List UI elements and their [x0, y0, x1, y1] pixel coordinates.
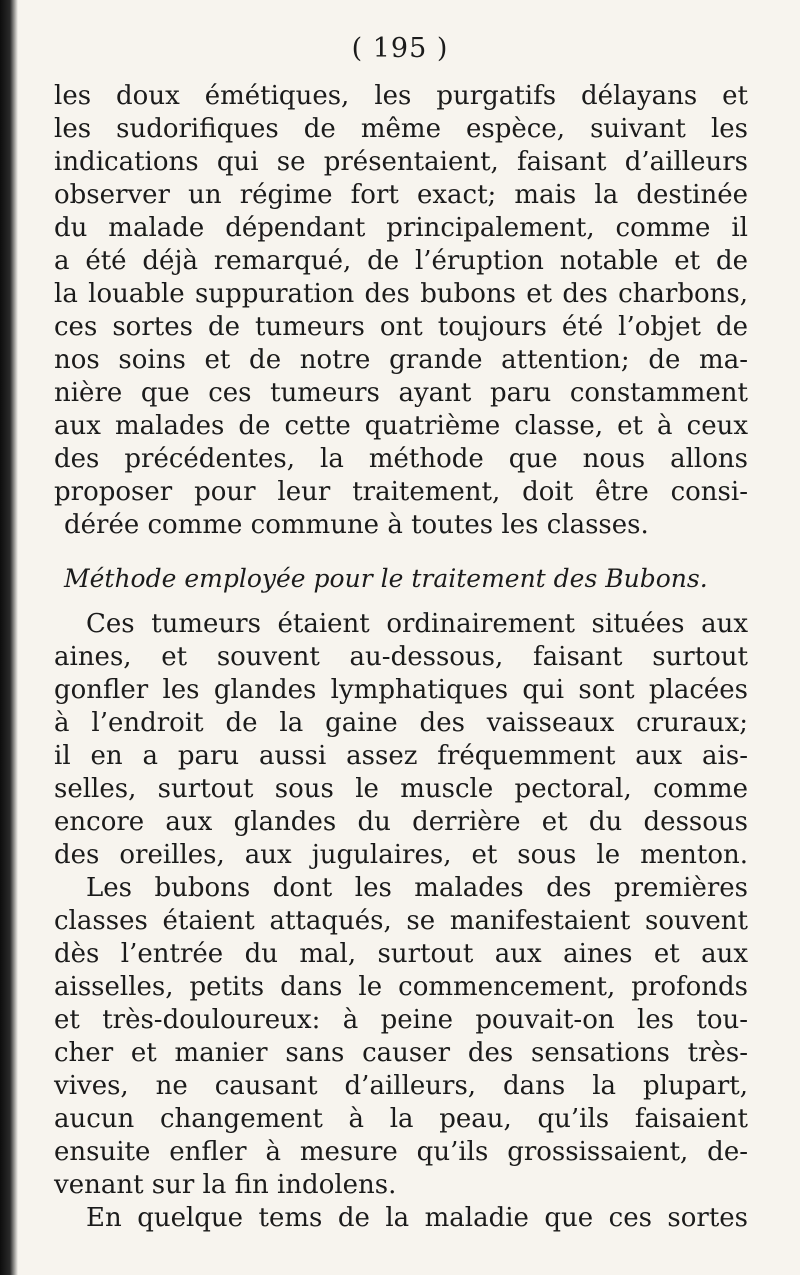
- text-line: les sudorifiques de même espèce, suivant les: [54, 114, 748, 144]
- text-line: à l’endroit de la gaine des vaisseaux cruraux;: [54, 708, 748, 738]
- text-line: il en a paru aussi assez fréquemment aux ais-: [54, 741, 748, 771]
- text-line: vives, ne causant d’ailleurs, dans la plupart,: [54, 1071, 748, 1101]
- text-line: aines, et souvent au-dessous, faisant surtout: [54, 642, 748, 672]
- text-line: indications qui se présentaient, faisant d’ailleurs: [54, 147, 748, 177]
- text-line: selles, surtout sous le muscle pectoral, comme: [54, 774, 748, 804]
- text-line: du malade dépendant principalement, comme il: [54, 213, 748, 243]
- page-binding-shadow: [0, 0, 18, 1275]
- text-line: Les bubons dont les malades des premières: [86, 873, 748, 903]
- text-line: nos soins et de notre grande attention; de ma-: [54, 345, 748, 375]
- text-line: cher et manier sans causer des sensations très-: [54, 1038, 748, 1068]
- text-line: les doux émétiques, les purgatifs délayans et: [54, 81, 748, 111]
- text-line: la louable suppuration des bubons et des charbons,: [54, 279, 748, 309]
- text-line: aux malades de cette quatrième classe, et à ceux: [54, 411, 748, 441]
- text-line: a été déjà remarqué, de l’éruption notable et de: [54, 246, 748, 276]
- text-line: venant sur la fin indolens.: [54, 1170, 397, 1200]
- text-line: des précédentes, la méthode que nous allons: [54, 444, 748, 474]
- text-line: aisselles, petits dans le commencement, profonds: [54, 972, 748, 1002]
- text-line: encore aux glandes du derrière et du dessous: [54, 807, 748, 837]
- section-heading: Méthode employée pour le traitement des Bubons.: [64, 564, 708, 593]
- text-line: classes étaient attaqués, se manifestaient souvent: [54, 906, 748, 936]
- text-line: dès l’entrée du mal, surtout aux aines et aux: [54, 939, 748, 969]
- text-line: aucun changement à la peau, qu’ils faisaient: [54, 1104, 748, 1134]
- text-line: dérée comme commune à toutes les classes.: [64, 510, 649, 540]
- text-line: ces sortes de tumeurs ont toujours été l’objet de: [54, 312, 748, 342]
- text-line: En quelque tems de la maladie que ces sortes: [86, 1203, 748, 1233]
- text-line: nière que ces tumeurs ayant paru constamment: [54, 378, 748, 408]
- text-line: observer un régime fort exact; mais la destinée: [54, 180, 748, 210]
- text-line: gonfler les glandes lymphatiques qui sont placées: [54, 675, 748, 705]
- text-line: des oreilles, aux jugulaires, et sous le menton.: [54, 840, 748, 870]
- text-line: Ces tumeurs étaient ordinairement situées aux: [86, 609, 748, 639]
- page-number: ( 195 ): [351, 33, 449, 64]
- text-line: ensuite enfler à mesure qu’ils grossissaient, de-: [54, 1137, 748, 1167]
- text-line: et très-douloureux: à peine pouvait-on les tou-: [54, 1005, 748, 1035]
- text-line: proposer pour leur traitement, doit être consi-: [54, 477, 748, 507]
